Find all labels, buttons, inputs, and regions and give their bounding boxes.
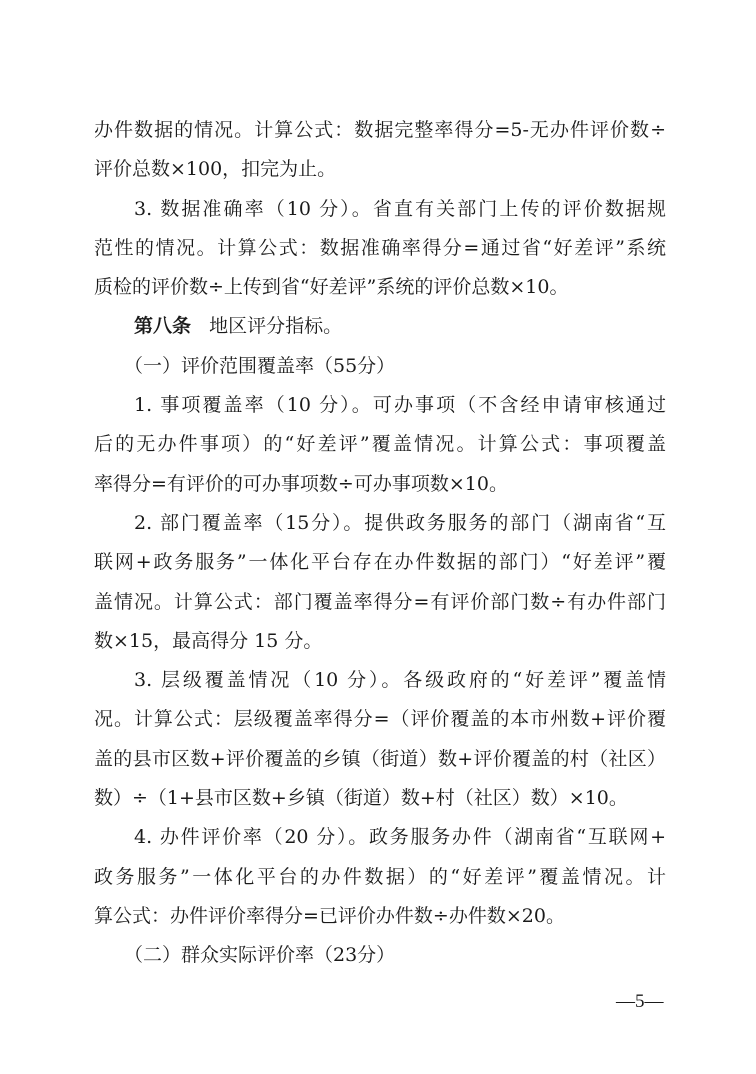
text-line: 率得分=有评价的可办事项数÷可办事项数×10。 [94, 472, 508, 495]
section-heading: （二）群众实际评价率（23分） [124, 944, 396, 967]
text-line: 后的无办件事项）的“好差评”覆盖情况。计算公式：事项覆盖 [94, 433, 666, 456]
text-line: 3. 层级覆盖情况（10 分）。各级政府的“好差评”覆盖情 [134, 669, 666, 692]
text-line: 盖情况。计算公式：部门覆盖率得分=有评价部门数÷有办件部门 [94, 590, 666, 613]
text-line: 算公式：办件评价率得分=已评价办件数÷办件数×20。 [94, 904, 565, 927]
text-line: 4. 办件评价率（20 分）。政务服务办件（湖南省“互联网+ [134, 826, 666, 849]
text-line: 联网+政务服务”一体化平台存在办件数据的部门）“好差评”覆 [94, 551, 666, 574]
text-line: 3. 数据准确率（10 分）。省直有关部门上传的评价数据规 [134, 197, 666, 220]
article-heading-line [94, 311, 666, 350]
text-line: 数×15，最高得分 15 分。 [94, 629, 323, 652]
text-line: 政务服务”一体化平台的办件数据）的“好差评”覆盖情况。计 [94, 865, 666, 888]
text-line: 数）÷（1+县市区数+乡镇（街道）数+村（社区）数）×10。 [94, 787, 628, 810]
text-line: 2. 部门覆盖率（15分）。提供政务服务的部门（湖南省“互 [134, 511, 666, 534]
text-line: 办件数据的情况。计算公式：数据完整率得分=5-无办件评价数÷ [94, 119, 666, 141]
text-line: 质检的评价数÷上传到省“好差评”系统的评价总数×10。 [94, 276, 569, 299]
text-line: 1. 事项覆盖率（10 分）。可办事项（不含经申请审核通过 [134, 394, 666, 417]
text-line: 范性的情况。计算公式：数据准确率得分=通过省“好差评”系统 [94, 236, 666, 259]
text-line: 盖的县市区数+评价覆盖的乡镇（街道）数+评价覆盖的村（社区） [94, 747, 666, 770]
article-number: 第八条 [134, 315, 192, 338]
text-line: 况。计算公式：层级覆盖率得分=（评价覆盖的本市州数+评价覆 [94, 708, 666, 731]
document-page [94, 115, 666, 980]
page-number: —5— [616, 991, 664, 1012]
text-line: 评价总数×100，扣完为止。 [94, 158, 337, 181]
article-title: 地区评分指标。 [209, 315, 343, 338]
section-heading: （一）评价范围覆盖率（55分） [124, 354, 396, 377]
